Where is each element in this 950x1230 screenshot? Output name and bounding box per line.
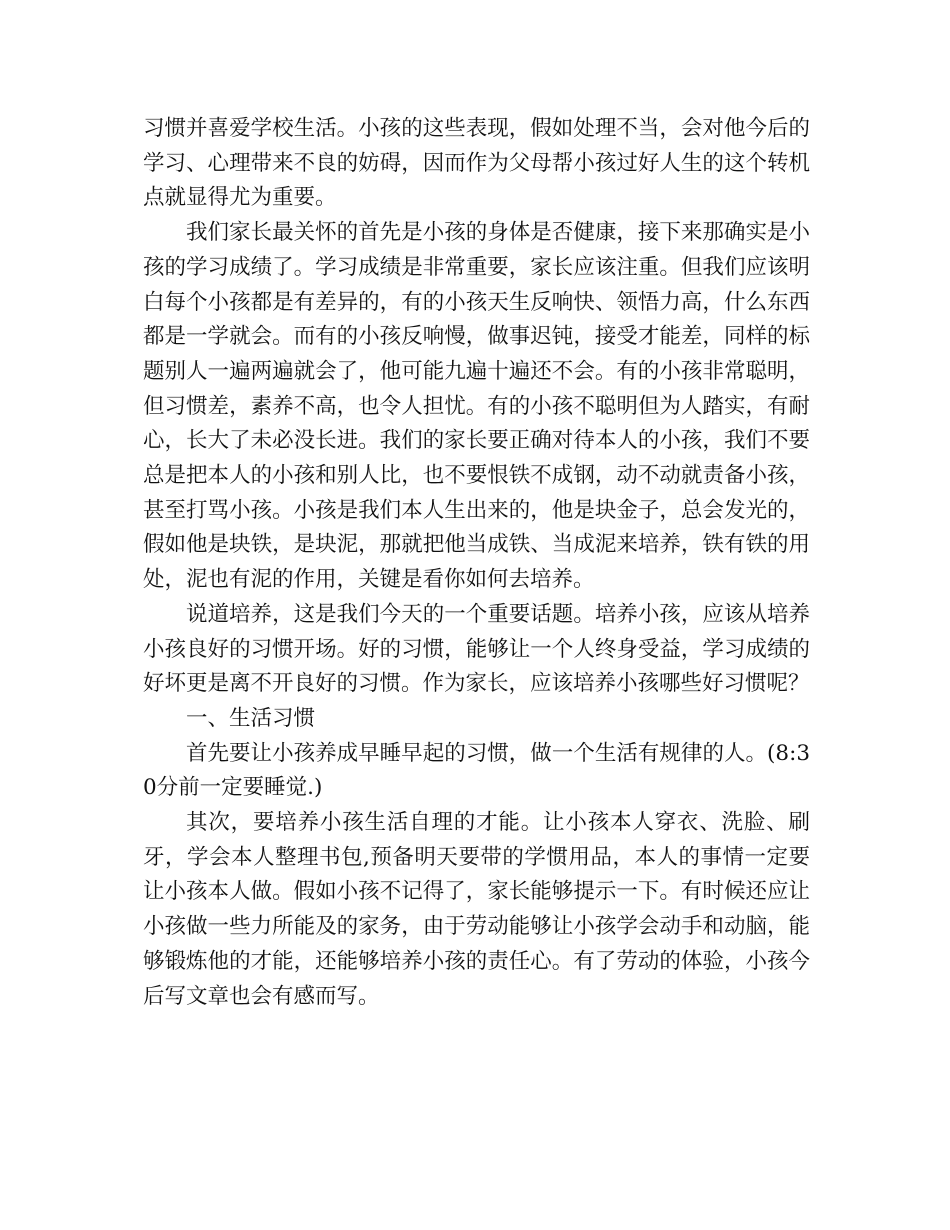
paragraph-3: 说道培养，这是我们今天的一个重要话题。培养小孩，应该从培养小孩良好的习惯开场。好的习惯，能够让一个人终身受益，学习成绩的好坏更是离不开良好的习惯。作为家长，应该培养小孩哪些好习惯呢？: [143, 601, 810, 697]
paragraph-2: 我们家长最关怀的首先是小孩的身体是否健康，接下来那确实是小孩的学习成绩了。学习成绩是非常重要，家长应该注重。但我们应该明白每个小孩都是有差异的，有的小孩天生反响快、领悟力高，什么东西都是一学就会。而有的小孩反响慢，做事迟钝，接受才能差，同样的标题别人一遍两遍就会了，他可能九遍十遍还不会。有的小孩非常聪明，但习惯差，素养不高，也令人担忧。有的小孩不聪明但为人踏实，有耐心，长大了未必没长进。我们的家长要正确对待本人的小孩，我们不要总是把本人的小孩和别人比，也不要恨铁不成钢，动不动就责备小孩，甚至打骂小孩。小孩是我们本人生出来的，他是块金子，总会发光的，假如他是块铁，是块泥，那就把他当成铁、当成泥来培养，铁有铁的用处，泥也有泥的作用，关键是看你如何去培养。: [143, 220, 810, 593]
paragraph-6: 其次，要培养小孩生活自理的才能。让小孩本人穿衣、洗脸、刷牙，学会本人整理书包,预备明天要带的学惯用品，本人的事情一定要让小孩本人做。假如小孩不记得了，家长能够提示一下。有时候还应让小孩做一些力所能及的家务，由于劳动能够让小孩学会动手和动脑，能够锻炼他的才能，还能够培养小孩的责任心。有了劳动的体验，小孩今后写文章也会有感而写。: [143, 810, 810, 1009]
section-heading-life-habits: 一、生活习惯: [186, 705, 316, 731]
paragraph-5: 首先要让小孩养成早睡早起的习惯，做一个生活有规律的人。(8:30分前一定要睡觉.): [143, 740, 810, 801]
paragraph-1: 习惯并喜爱学校生活。小孩的这些表现，假如处理不当，会对他今后的学习、心理带来不良的妨碍，因而作为父母帮小孩过好人生的这个转机点就显得尤为重要。: [143, 116, 810, 211]
document-body: [143, 112, 810, 1014]
